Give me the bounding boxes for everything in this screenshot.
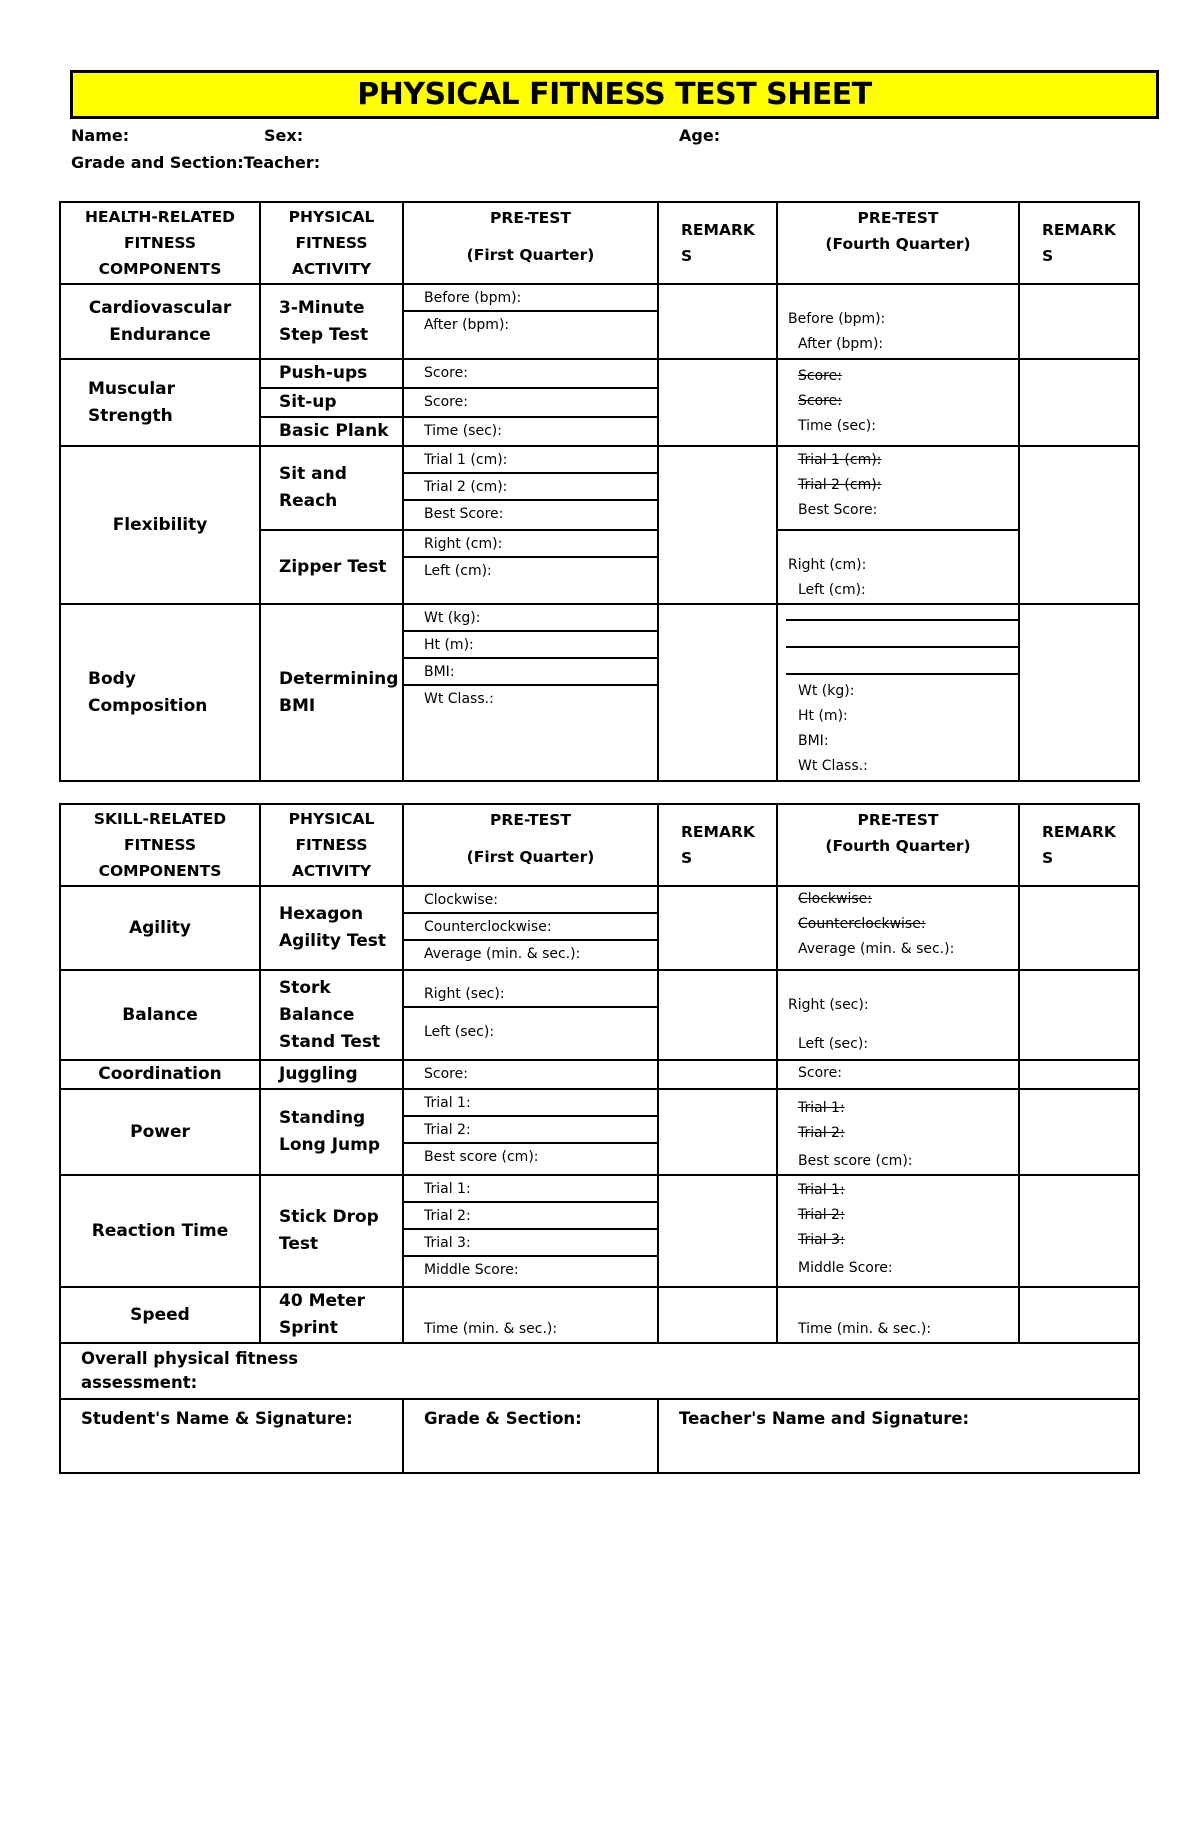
age-label: Age: (679, 126, 721, 145)
skill-pretest-q1-header: PRE-TEST (First Quarter) (403, 804, 658, 886)
table-row (60, 970, 1139, 1060)
activity-zipper-test: Zipper Test (260, 530, 403, 604)
component-power: Power (60, 1089, 260, 1175)
table-row (60, 1343, 1139, 1399)
skill-remarks-q1-header: REMARK S (658, 804, 777, 886)
q1-coordination-remarks[interactable] (658, 1060, 777, 1089)
q1-muscular-remarks[interactable] (658, 359, 777, 446)
q1-speed-field[interactable]: Time (min. & sec.): (403, 1287, 658, 1343)
q4-coordination-field[interactable]: Score: (777, 1060, 1019, 1089)
sheet-title: PHYSICAL FITNESS TEST SHEET (357, 77, 872, 112)
q1-agility-remarks[interactable] (658, 886, 777, 970)
table-row (60, 1287, 1139, 1343)
q1-speed-remarks[interactable] (658, 1287, 777, 1343)
q4-flexibility-remarks[interactable] (1019, 446, 1139, 604)
table-row (60, 1060, 1139, 1089)
table-row (60, 284, 1139, 359)
q4-cardio-fields[interactable]: Before (bpm): After (bpm): (777, 284, 1019, 359)
activity-juggling: Juggling (260, 1060, 403, 1089)
activity-standing-long-jump: Standing Long Jump (260, 1089, 403, 1175)
activity-stork-balance: Stork Balance Stand Test (260, 970, 403, 1060)
skill-remarks-q4-header: REMARK S (1019, 804, 1139, 886)
component-body-composition: Body Composition (60, 604, 260, 781)
q1-zipper-fields[interactable]: Right (cm): Left (cm): (403, 530, 658, 604)
q4-bmi-remarks[interactable] (1019, 604, 1139, 781)
skill-pretest-q4-header: PRE-TEST (Fourth Quarter) (777, 804, 1019, 886)
q1-cardio-remarks[interactable] (658, 284, 777, 359)
activity-sit-up: Sit-up (260, 388, 403, 417)
health-activity-header: PHYSICAL FITNESS ACTIVITY (260, 202, 403, 284)
q4-muscular-remarks[interactable] (1019, 359, 1139, 446)
activity-sit-and-reach: Sit and Reach (260, 446, 403, 530)
q4-agility-fields[interactable]: Clockwise: Counterclockwise: Average (min. & sec.): (777, 886, 1019, 970)
component-cardiovascular: Cardiovascular Endurance (60, 284, 260, 359)
component-muscular-strength: Muscular Strength (60, 359, 260, 446)
grade-section-field[interactable]: Grade & Section: (403, 1399, 658, 1473)
q1-bmi-remarks[interactable] (658, 604, 777, 781)
table-row (60, 1175, 1139, 1287)
health-pretest-q1-header: PRE-TEST (First Quarter) (403, 202, 658, 284)
activity-push-ups: Push-ups (260, 359, 403, 388)
table-row (60, 1399, 1139, 1473)
q1-pushups-field[interactable]: Score: (403, 359, 658, 388)
q1-agility-fields[interactable]: Clockwise: Counterclockwise: Average (min. & sec.): (403, 886, 658, 970)
table-row (60, 359, 1139, 388)
q1-situp-field[interactable]: Score: (403, 388, 658, 417)
q1-cardio-fields[interactable]: Before (bpm): After (bpm): (403, 284, 658, 359)
q1-plank-field[interactable]: Time (sec): (403, 417, 658, 446)
student-signature-field[interactable]: Student's Name & Signature: (60, 1399, 403, 1473)
health-remarks-q1-header: REMARK S (658, 202, 777, 284)
q1-balance-remarks[interactable] (658, 970, 777, 1060)
q1-reaction-fields[interactable]: Trial 1: Trial 2: Trial 3: Middle Score: (403, 1175, 658, 1287)
q4-bmi-fields[interactable]: Wt (kg): Ht (m): BMI: Wt Class.: (777, 604, 1019, 781)
table-row (60, 886, 1139, 970)
component-speed: Speed (60, 1287, 260, 1343)
sex-label: Sex: (264, 126, 304, 145)
q4-power-remarks[interactable] (1019, 1089, 1139, 1175)
skill-activity-header: PHYSICAL FITNESS ACTIVITY (260, 804, 403, 886)
component-reaction-time: Reaction Time (60, 1175, 260, 1287)
q4-speed-remarks[interactable] (1019, 1287, 1139, 1343)
component-agility: Agility (60, 886, 260, 970)
name-label: Name: (71, 126, 130, 145)
q1-reaction-remarks[interactable] (658, 1175, 777, 1287)
q4-speed-field[interactable]: Time (min. & sec.): (777, 1287, 1019, 1343)
activity-basic-plank: Basic Plank (260, 417, 403, 446)
q4-muscular-fields[interactable]: Score: Score: Time (sec): (777, 359, 1019, 446)
activity-stick-drop: Stick Drop Test (260, 1175, 403, 1287)
q4-agility-remarks[interactable] (1019, 886, 1139, 970)
health-related-table (59, 201, 1140, 782)
q4-balance-remarks[interactable] (1019, 970, 1139, 1060)
q4-reaction-fields[interactable]: Trial 1: Trial 2: Trial 3: Middle Score: (777, 1175, 1019, 1287)
activity-hexagon-agility: Hexagon Agility Test (260, 886, 403, 970)
grade-teacher-label: Grade and Section:Teacher: (71, 153, 321, 172)
health-components-header: HEALTH-RELATED FITNESS COMPONENTS (60, 202, 260, 284)
component-coordination: Coordination (60, 1060, 260, 1089)
table-row (60, 1089, 1139, 1175)
table-row (60, 446, 1139, 530)
q1-coordination-field[interactable]: Score: (403, 1060, 658, 1089)
q4-coordination-remarks[interactable] (1019, 1060, 1139, 1089)
q1-balance-fields[interactable]: Right (sec): Left (sec): (403, 970, 658, 1060)
skill-components-header: SKILL-RELATED FITNESS COMPONENTS (60, 804, 260, 886)
q1-bmi-fields[interactable]: Wt (kg): Ht (m): BMI: Wt Class.: (403, 604, 658, 781)
table-row (60, 604, 1139, 781)
q4-zipper-fields[interactable]: Right (cm): Left (cm): (777, 530, 1019, 604)
q1-flexibility-remarks[interactable] (658, 446, 777, 604)
teacher-signature-field[interactable]: Teacher's Name and Signature: (658, 1399, 1139, 1473)
component-balance: Balance (60, 970, 260, 1060)
q4-reaction-remarks[interactable] (1019, 1175, 1139, 1287)
health-remarks-q4-header: REMARK S (1019, 202, 1139, 284)
activity-step-test: 3-Minute Step Test (260, 284, 403, 359)
activity-40-meter-sprint: 40 Meter Sprint (260, 1287, 403, 1343)
q1-sit-reach-fields[interactable]: Trial 1 (cm): Trial 2 (cm): Best Score: (403, 446, 658, 530)
sheet-title-banner (70, 70, 1159, 119)
activity-determining-bmi: Determining BMI (260, 604, 403, 781)
health-pretest-q4-header: PRE-TEST (Fourth Quarter) (777, 202, 1019, 284)
component-flexibility: Flexibility (60, 446, 260, 604)
q4-cardio-remarks[interactable] (1019, 284, 1139, 359)
overall-assessment-field[interactable]: Overall physical fitness assessment: (60, 1343, 1139, 1399)
skill-related-table (59, 803, 1140, 1474)
q4-power-fields[interactable]: Trial 1: Trial 2: Best score (cm): (777, 1089, 1019, 1175)
q4-sit-reach-fields[interactable]: Trial 1 (cm): Trial 2 (cm): Best Score: (777, 446, 1019, 530)
q1-power-fields[interactable]: Trial 1: Trial 2: Best score (cm): (403, 1089, 658, 1175)
q4-balance-fields[interactable]: Right (sec): Left (sec): (777, 970, 1019, 1060)
q1-power-remarks[interactable] (658, 1089, 777, 1175)
